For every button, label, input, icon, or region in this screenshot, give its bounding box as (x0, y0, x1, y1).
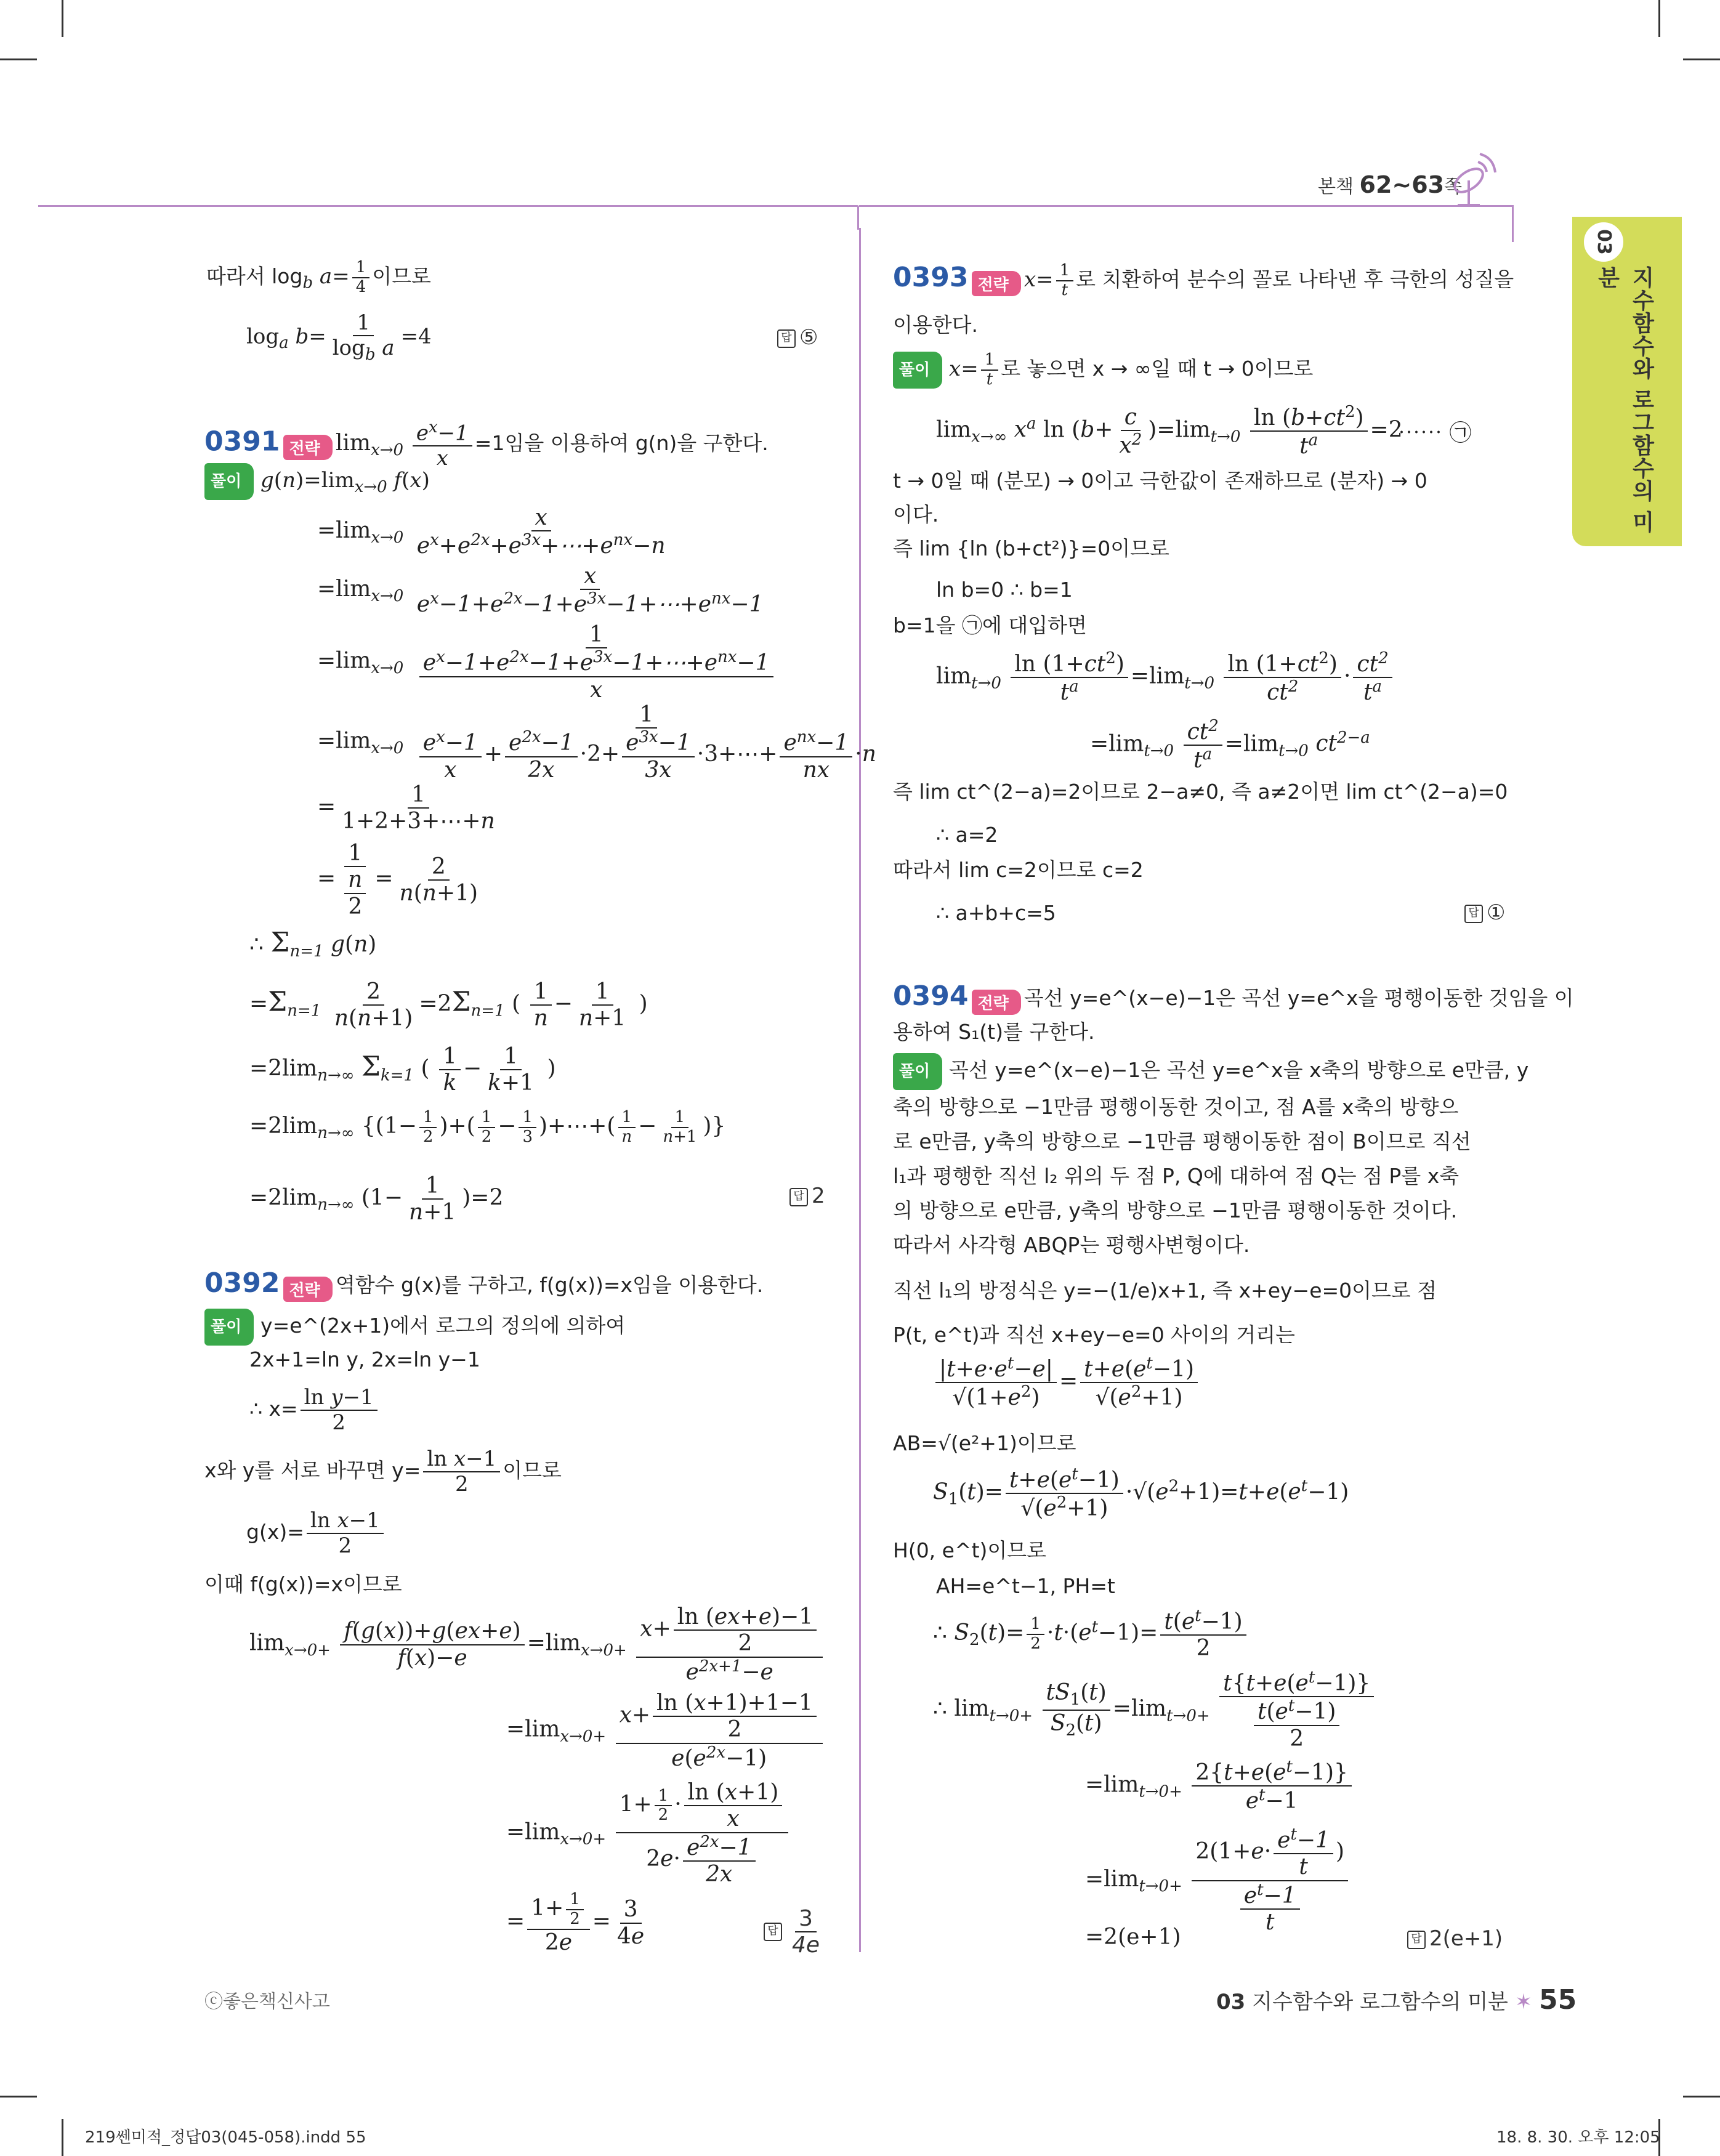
strategy-badge: 전략 (972, 990, 1021, 1015)
problem-0394-line-ah: AH=e^t−1, PH=t (936, 1574, 1115, 1598)
problem-0393-solution-start: 풀이 x= $\frac{1}{t}$ 로 놓으면 x → ∞일 때 t → 0이므로 (893, 351, 1313, 389)
strategy-badge: 전략 (972, 271, 1021, 296)
crop-mark (62, 2119, 63, 2156)
eq-0394-1: $\frac{|t+e\cdot e^t-e|}{√(1+e^2)}$ = $\frac{t+e(e^t-1)}{√(e^2+1)}$ (933, 1355, 1200, 1411)
eq-0392-4: = 1+ $\frac{1}{2}$ 2e = $\frac{3}{4e}$ (506, 1890, 645, 1955)
crop-mark (1683, 59, 1720, 60)
strategy-badge: 전략 (283, 1277, 333, 1302)
chapter-tab (1572, 217, 1682, 546)
answer-0390: 답 ⑤ (777, 325, 818, 350)
problem-0392-line4: x와 y를 서로 바꾸면 y= $\frac{\text{ln x−1}}{2}$ 이므로 (204, 1447, 562, 1497)
problem-0393-line-a: ∴ a=2 (936, 823, 998, 847)
answer-0391: 답 2 (789, 1184, 825, 1208)
strategy-badge: 전략 (283, 435, 333, 460)
eq-0391-3: $=\lim_{x\to 0}$ $\frac{1}{\frac{e^x-1+e^{2x}-1+e^{3x}-1+\cdots+e^{nx}-1}{x}}$ (317, 622, 782, 703)
circle-mark: ⋯⋯ ㉠ (1398, 421, 1472, 446)
solution-badge: 풀이 (893, 1053, 942, 1090)
crop-mark (1658, 0, 1660, 37)
problem-0394-line-dist: P(t, e^t)과 직선 x+ey−e=0 사이의 거리는 (893, 1323, 1295, 1347)
solution-badge: 풀이 (204, 463, 254, 500)
problem-0394-line-h: H(0, e^t)이므로 (893, 1538, 1047, 1562)
eq-0393-2: $\lim_{t\to 0}$ $\frac{\ln (1+ct^2)}{t^a}$ $=\lim_{t\to 0}$ $\frac{\ln (1+ct^2)}{ct^2}$ · $\frac{ct^2}{t^a}$ (936, 650, 1395, 706)
problem-0392-header: 0392 전략 역함수 g(x)를 구하고, f(g(x))=x임을 이용한다. (204, 1267, 763, 1302)
problem-0392-line6: 이때 f(g(x))=x이므로 (204, 1572, 402, 1596)
eq-0392-1: $\lim_{x\to 0+}$ $\frac{f(g(x))+g(ex+e)}{f(x)-e}$ $=\lim_{x\to 0+}$ x+ $\frac{\ln (ex+e)-1}{2}$ $e^{2x+1}-e$ (249, 1604, 825, 1685)
publisher-credit: ⓒ좋은책신사고 (204, 1991, 330, 2013)
problem-0392-line2: 2x+1=ln y, 2x=ln y−1 (249, 1347, 480, 1371)
crop-mark (62, 0, 63, 37)
date-slug: 18. 8. 30. 오후 12:05 (1496, 2128, 1660, 2147)
frame-line (1512, 205, 1514, 242)
problem-0392-line5: g(x)= $\frac{\text{ln x−1}}{2}$ (246, 1509, 386, 1558)
problem-number: 0393 (893, 262, 969, 293)
frame-line (38, 205, 857, 207)
eq-0391-7: $=\Sigma_{n=1}$ $\frac{2}{n(n+1)}$ $=2\Sigma_{n=1}$ ( $\frac{1}{n}$ − $\frac{1}{n+1}$ ) (249, 979, 648, 1032)
problem-0393-line-sum: ∴ a+b+c=5 (936, 901, 1056, 925)
column-divider (859, 228, 861, 1952)
eq-0394-2: $S_1(t)=$ $\frac{t+e(e^t-1)}{√(e^2+1)}$ $\cdot√(e^2+1)=t+e(e^t-1)$ (933, 1465, 1349, 1522)
eq-0391-10: $=2\lim_{n\to\infty}$ (1− $\frac{1}{n+1}$ )=2 (249, 1173, 504, 1225)
problem-0393-line-ln: 즉 lim {ln (b+ct²)}=0이므로 (893, 536, 1169, 560)
file-slug: 219쎈미적_정답03(045-058).indd 55 (85, 2128, 366, 2147)
problem-number: 0391 (204, 426, 280, 458)
answer-0393: 답 ① (1464, 900, 1505, 925)
chapter-number-badge: 03 (1581, 219, 1626, 265)
eq-0391-1: $=\lim_{x\to 0}$ $\frac{x}{e^x+e^{2x}+e^{3x}+\cdots+e^{nx}-n}$ (317, 505, 666, 559)
answer-0392: 답 $\frac{3}{4e}$ (764, 1906, 826, 1958)
problem-0393-line-sub: b=1을 ㉠에 대입하면 (893, 613, 1087, 637)
problem-0394-strategy-line2: 용하여 S₁(t)를 구한다. (893, 1020, 1095, 1044)
problem-0393-line-c2: 따라서 lim c=2이므로 c=2 (893, 858, 1144, 882)
page-reference: 본책 62~63쪽 (1318, 171, 1463, 198)
problem-0393-strategy-line2: 이용한다. (893, 313, 979, 337)
eq-0394-3: ∴ $S_2(t)=$ $\frac{1}{2}$ $\cdot t\cdot(e^t-1)=$ $\frac{t(e^t-1)}{2}$ (933, 1607, 1249, 1661)
eq-0394-5: $=\lim_{t\to 0+}$ $\frac{2\{t+e(e^t-1)\}}{e^t-1}$ (1085, 1758, 1354, 1814)
crop-mark (0, 59, 37, 60)
eq-0392-3: $=\lim_{x\to 0+}$ 1+ $\frac{1}{2}$ · $\frac{\ln (x+1)}{x}$ 2e· $\frac{e^{2x}-1}{2x}$ (506, 1780, 791, 1888)
problem-0393-line-t: t → 0일 때 (분모) → 0이고 극한값이 존재하므로 (분자) → 0 (893, 469, 1427, 493)
problem-0394-body: 풀이 곡선 y=e^(x−e)−1은 곡선 y=e^x을 x축의 방향으로 e만큼, y 축의 방향으로 −1만큼 평행이동한 것이고, 점 A를 x축의 방향으 로 e만큼, y축의 방향으로 −1만큼 평행이동한 점이 B이므로 직선 l₁과 평행한 직선 l₂ 위의 두 점 P, Q에 대하여 점 Q는 점 P를 x축 의 방향으로 e만큼, y축의 방향으로 −1만큼 평행이동한 것이다. 따라서 사각형 ABQP는 평행사변형이다. (893, 1053, 1528, 1262)
frame-line (859, 205, 1512, 207)
solution-badge: 풀이 (893, 352, 942, 389)
crop-mark (0, 2096, 37, 2097)
problem-number: 0394 (893, 980, 969, 1012)
problem-number: 0392 (204, 1267, 280, 1299)
eq-0391-5: = $\frac{1}{1+2+3+\cdots+n}$ (317, 782, 495, 834)
eq-0393-3: $=\lim_{t\to 0}$ $\frac{ct^2}{t^a}$ $=\lim_{t\to 0}$ $ct^{2-a}$ (1090, 717, 1370, 773)
eq-0392-2: $=\lim_{x\to 0+}$ x+ $\frac{\ln (x+1)+1-1}{2}$ $e(e^{2x}-1)$ (506, 1690, 825, 1771)
eq-0394-4: ∴ $\lim_{t\to 0+}$ $\frac{tS_1(t)}{S_2(t)}$ $=\lim_{t\to 0+}$ $\frac{t\{t+e(e^t-1)\}}{\frac{t(e^t-1)}{2}}$ (933, 1669, 1376, 1751)
answer-0394: 답 2(e+1) (1407, 1926, 1503, 1951)
eq-0391-9: $=2\lim_{n\to\infty}$ {(1− $\frac{1}{2}$ )+( $\frac{1}{2}$ − $\frac{1}{3}$ )+⋯+( $\frac{1}{n}$ − $\frac{1}{n+1}$ )} (249, 1108, 726, 1146)
eq-0393-1: $\lim_{x\to\infty} x^a$ ln (b+ $\frac{c}{x^2}$ )$=\lim_{t\to 0}$ $\frac{\ln (b+ct^2)}{t^a}$ =2 (936, 403, 1403, 459)
chapter-tab-title: 지수함수와 로그함수의 미분 (1594, 266, 1654, 534)
problem-0391-header: 0391 전략 $\lim_{x\to 0}$ $\frac{e^x-1}{x}$ =1임을 이용하여 g(n)을 구한다. (204, 418, 769, 471)
satellite-icon (1444, 147, 1500, 208)
eq-0391-sum: ∴ $\Sigma_{n=1}$ g(n) (249, 927, 377, 961)
problem-0394-header: 0394 전략 곡선 y=e^(x−e)−1은 곡선 y=e^x을 평행이동한 것임을 이 (893, 980, 1574, 1015)
problem-0394-line-l1: 직선 l₁의 방정식은 y=−(1/e)x+1, 즉 x+ey−e=0이므로 점 (893, 1278, 1437, 1302)
crop-mark (1683, 2096, 1720, 2097)
problem-0393-line-lnb: ln b=0 ∴ b=1 (936, 578, 1073, 602)
problem-0392-line1: 풀이 y=e^(2x+1)에서 로그의 정의에 의하여 (204, 1309, 625, 1346)
solution-badge: 풀이 (204, 1309, 254, 1346)
problem-0393-line-c: 즉 lim ct^(2−a)=2이므로 2−a≠0, 즉 a≠2이면 lim ct^(2−a)=0 (893, 780, 1508, 804)
page-footer: 03 지수함수와 로그함수의 미분 ✶ 55 (1216, 1984, 1577, 2016)
eq-0391-2: $=\lim_{x\to 0}$ $\frac{x}{e^x-1+e^{2x}-1+e^{3x}-1+\cdots+e^{nx}-1}$ (317, 563, 764, 618)
eq-0391-4: $=\lim_{x\to 0}$ 1 $\frac{e^x-1}{x}$ + $\frac{e^{2x}-1}{2x}$ ·2+ $\frac{e^{3x}-1}{3x}$ ·3+⋯+ $\frac{e^{nx}-1}{nx}$ ·n (317, 702, 876, 783)
intro-line: 따라서 $\log_b a=$ $\frac{1}{4}$ 이므로 (206, 258, 431, 296)
problem-0391-solution-start: 풀이 $g(n)=\lim_{x\to 0}$ f(x) (204, 463, 430, 504)
eq-0391-6: = $\frac{1}{\frac{n}{2}}$ = $\frac{2}{n(n+1)}$ (317, 841, 478, 919)
eq-0394-7: =2(e+1) (1085, 1924, 1181, 1950)
eq-0391-8: $=2\lim_{n\to\infty}$ $\Sigma_{k=1}$ ( $\frac{1}{k}$ − $\frac{1}{k+1}$ ) (249, 1044, 556, 1096)
problem-0394-line-ab: AB=√(e²+1)이므로 (893, 1431, 1076, 1455)
frame-line (857, 205, 859, 230)
eq-0394-6: $=\lim_{t\to 0+}$ 2(1+e· $\frac{e^t-1}{t}$ ) $\frac{e^t-1}{t}$ (1085, 1826, 1351, 1936)
problem-0392-line3: ∴ x= $\frac{\text{ln y−1}}{2}$ (249, 1386, 380, 1435)
problem-0393-line-t2: 이다. (893, 503, 939, 527)
problem-0393-header: 0393 전략 x= $\frac{1}{t}$ 로 치환하여 분수의 꼴로 나타낸 후 극한의 성질을 (893, 261, 1514, 299)
intro-equation: $\log_a b=$ $\frac{1}{\log_b a}$ =4 (246, 310, 432, 364)
